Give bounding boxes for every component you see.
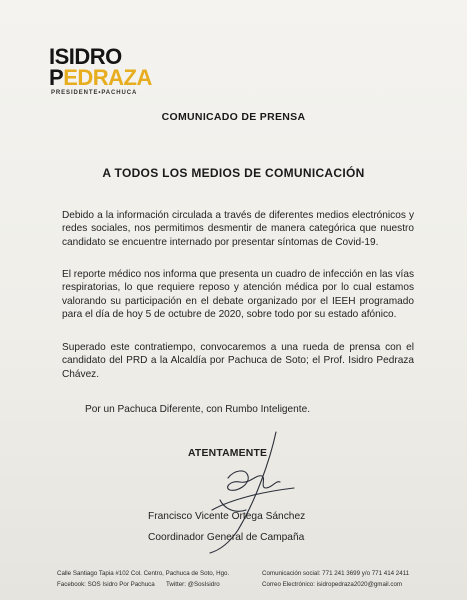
body-paragraph-1: Debido a la información circulada a través de diferentes medios electrónicos y redes sociales, nos permitimos desmentir de manera categórica que nuestro candidato se encuentre internado por presentar síntomas de Covid-19. <box>62 210 414 248</box>
campaign-motto: Por un Pachuca Diferente, con Rumbo Inteligente. <box>85 404 310 415</box>
footer-address: Calle Santiago Tapia #102 Col. Centro, Pachuca de Soto, Hgo. <box>57 570 230 577</box>
logo-line-2 <box>49 67 152 89</box>
logo-line-2-rest: EDRAZA <box>63 65 152 90</box>
footer-facebook: Facebook: SOS Isidro Por Pachuca <box>57 581 155 588</box>
closing-salutation: ATENTAMENTE <box>188 448 268 459</box>
campaign-logo <box>49 46 159 98</box>
body-paragraph-3: Superado este contratiempo, convocaremos a una rueda de prensa con el candidato del PRD a la Alcaldía por Pachuca de Soto; el Prof. Isidro Pedraza Chávez. <box>62 342 414 380</box>
signer-role: Coordinador General de Campaña <box>148 532 305 543</box>
logo-subtitle: PRESIDENTE•PACHUCA <box>51 90 138 96</box>
footer-phone: Comunicación social: 771 241 3699 y/o 771 414 2411 <box>262 570 410 577</box>
logo-line-1: ISIDRO <box>49 44 122 69</box>
signer-name: Francisco Vicente Ortega Sánchez <box>148 511 306 522</box>
logo-line-2-initial: P <box>49 65 64 90</box>
footer-email: Correo Electrónico: isidropedraza2020@gmail.com <box>262 581 403 588</box>
document-subheading: A TODOS LOS MEDIOS DE COMUNICACIÓN <box>102 166 365 180</box>
footer-twitter: Twitter: @SosIsidro <box>166 581 220 588</box>
document-heading: COMUNICADO DE PRENSA <box>161 111 306 123</box>
body-paragraph-2: El reporte médico nos informa que presenta un cuadro de infección en las vías respiratorias, lo que requiere reposo y atención médica por lo cual estamos valorando su participación en el debate organizado por el IEEH programado para el día de hoy 5 de octubre de 2020, sobre todo por su estado afónico. <box>62 269 414 321</box>
